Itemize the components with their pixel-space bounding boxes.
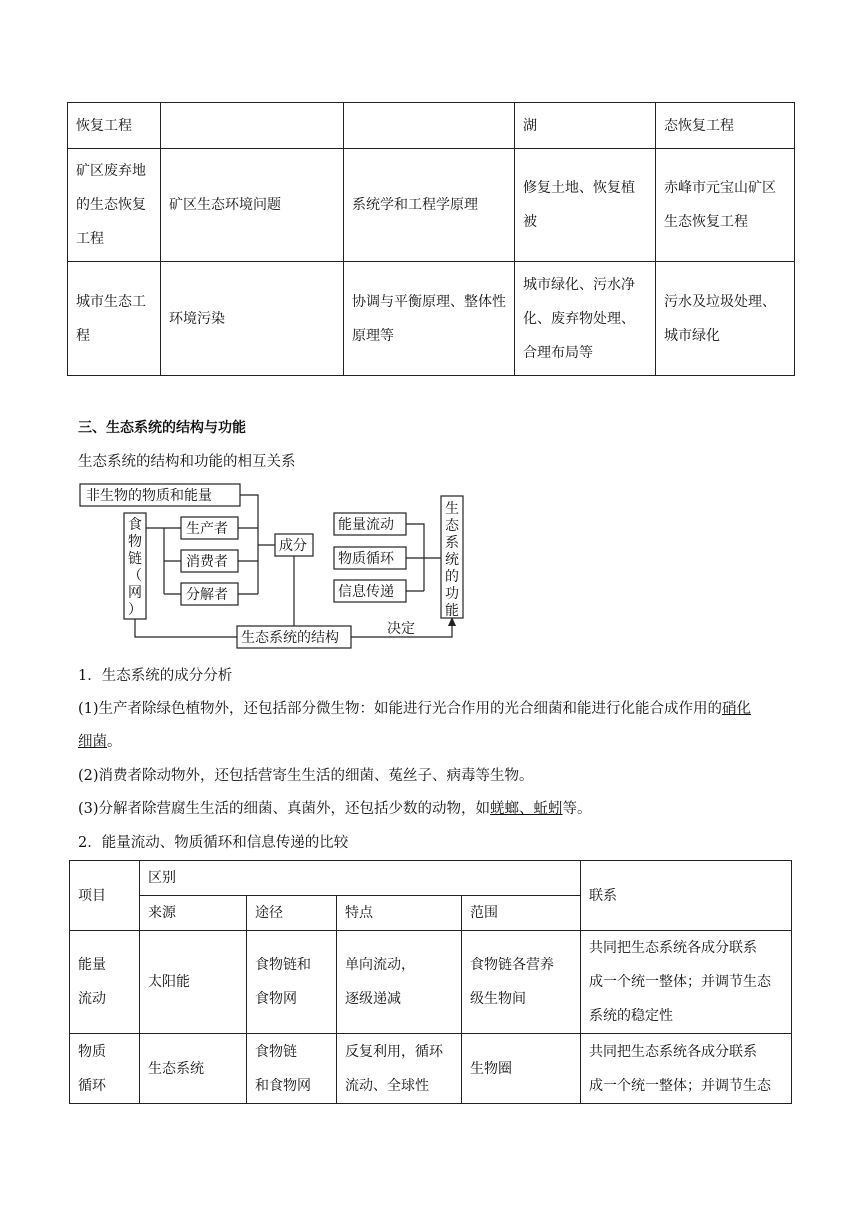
determines-label: 决定 (387, 621, 415, 637)
food-chain-char: 食 (128, 517, 142, 533)
function-char: 的 (445, 569, 459, 585)
table-cell: 生物圈 (462, 1034, 581, 1104)
function-char: 统 (445, 552, 459, 568)
table-cell: 共同把生态系统各成分联系 成一个统一整体；并调节生态 (581, 1034, 792, 1104)
table-cell: 物质 循环 (70, 1034, 140, 1104)
table-cell: 反复利用，循环 流动、全球性 (337, 1034, 462, 1104)
table-cell: 系统学和工程学原理 (344, 149, 515, 262)
header-link: 联系 (581, 861, 792, 931)
table-cell: 生态系统 (140, 1034, 247, 1104)
point1-para2: (2)消费者除动物外，还包括营寄生生活的细菌、菟丝子、病毒等生物。 (78, 768, 534, 784)
table-cell: 恢复工程 (68, 103, 161, 149)
table-cell: 矿区废弃地的生态恢复工程 (68, 149, 161, 262)
header-diff: 区别 (140, 861, 581, 896)
function-char: 态 (445, 518, 459, 534)
material-cycle-label: 物质循环 (338, 551, 394, 567)
table-cell: 环境污染 (161, 262, 344, 376)
food-chain-char: 链 (128, 551, 142, 567)
header-item: 项目 (70, 861, 140, 931)
section-heading: 三、生态系统的结构与功能 (78, 420, 246, 436)
decomposer-label: 分解者 (186, 587, 228, 603)
comparison-table (69, 860, 792, 1104)
table-cell: 修复土地、恢复植被 (515, 149, 656, 262)
consumer-label: 消费者 (186, 554, 228, 570)
point1-para1: (1)生产者除绿色植物外，还包括部分微生物：如能进行光合作用的光合细菌和能进行化能合成作用的硝化 (78, 701, 752, 717)
abiotic-label: 非生物的物质和能量 (86, 488, 212, 504)
structure-label: 生态系统的结构 (241, 630, 339, 646)
table-cell: 食物链和 食物网 (247, 931, 337, 1034)
point1-para1-cont: 细菌。 (78, 734, 122, 750)
function-char: 功 (445, 586, 459, 602)
table-cell: 矿区生态环境问题 (161, 149, 344, 262)
table-cell: 污水及垃圾处理、城市绿化 (656, 262, 795, 376)
table-cell: 单向流动， 逐级递减 (337, 931, 462, 1034)
table-row (70, 931, 792, 1034)
table-cell: 食物链各营养 级生物间 (462, 931, 581, 1034)
table-cell: 太阳能 (140, 931, 247, 1034)
energy-flow-label: 能量流动 (338, 517, 394, 533)
food-chain-char: （ (128, 568, 142, 584)
point2-title: 2．能量流动、物质循环和信息传递的比较 (78, 835, 349, 851)
table-cell: 赤峰市元宝山矿区生态恢复工程 (656, 149, 795, 262)
underlined-term: 蜣螂、蚯蚓 (490, 801, 563, 817)
table-cell: 态恢复工程 (656, 103, 795, 149)
header-range: 范围 (462, 896, 581, 931)
food-chain-char: 网 (128, 585, 142, 601)
table-row (70, 1034, 792, 1104)
table-cell: 城市绿化、污水净化、废弃物处理、合理布局等 (515, 262, 656, 376)
header-source: 来源 (140, 896, 247, 931)
point1-title: 1．生态系统的成分分析 (78, 668, 233, 684)
table-cell: 食物链 和食物网 (247, 1034, 337, 1104)
function-char: 系 (445, 535, 459, 551)
info-transfer-label: 信息传递 (338, 584, 394, 600)
table-cell: 能量 流动 (70, 931, 140, 1034)
food-chain-char: 物 (128, 534, 142, 550)
table-cell: 共同把生态系统各成分联系 成一个统一整体；并调节生态 系统的稳定性 (581, 931, 792, 1034)
table-cell: 湖 (515, 103, 656, 149)
underlined-term: 硝化 (722, 701, 752, 717)
table-cell: 协调与平衡原理、整体性原理等 (344, 262, 515, 376)
section-subtitle: 生态系统的结构和功能的相互关系 (78, 454, 296, 470)
table-cell: 城市生态工程 (68, 262, 161, 376)
producer-label: 生产者 (186, 521, 228, 537)
table-row (70, 861, 792, 896)
header-path: 途径 (247, 896, 337, 931)
components-label: 成分 (279, 538, 307, 554)
underlined-term: 细菌 (78, 734, 107, 750)
point1-para3: (3)分解者除营腐生生活的细菌、真菌外，还包括少数的动物，如蜣螂、蚯蚓等。 (78, 801, 592, 817)
function-char: 生 (445, 501, 459, 517)
food-chain-char: ） (128, 602, 142, 618)
header-feature: 特点 (337, 896, 462, 931)
function-char: 能 (445, 603, 459, 619)
